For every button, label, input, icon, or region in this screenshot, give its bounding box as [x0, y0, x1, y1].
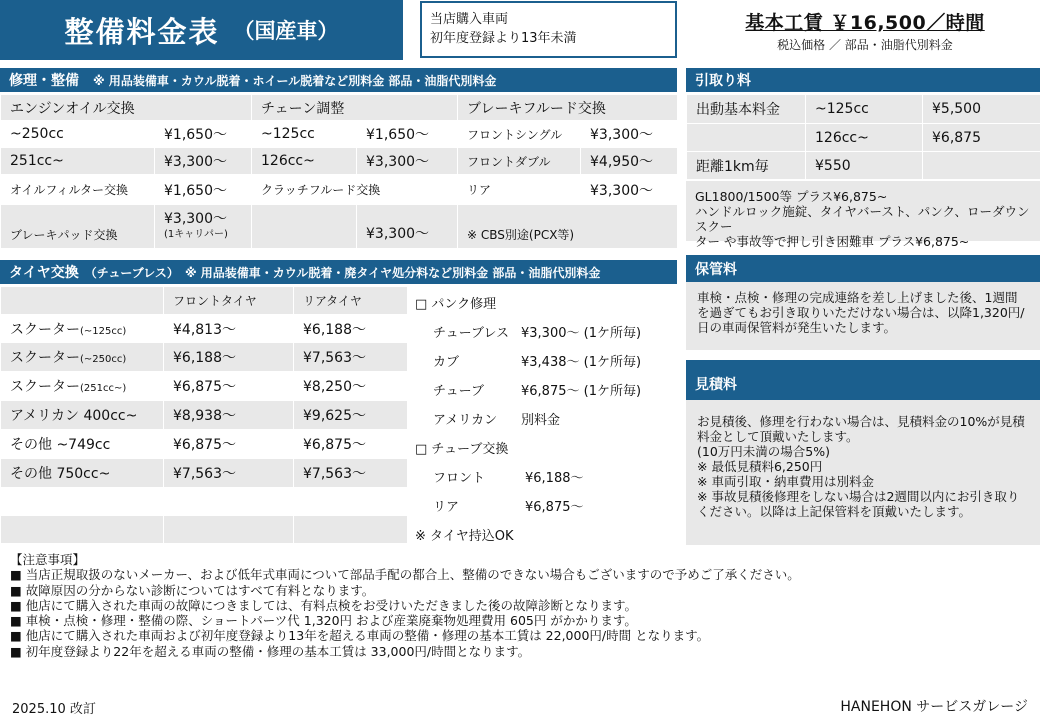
tire-row	[1, 459, 408, 488]
tire-row	[1, 315, 408, 343]
title-banner	[0, 0, 403, 60]
table-cell	[164, 516, 294, 544]
estimate-line-5: ※ 事故見積後修理をしない場合は2週間以内にお引き取りください。以降は上記保管料を頂戴いたします。	[697, 489, 1020, 519]
note-item	[10, 567, 1035, 582]
table-cell: ¥3,300～	[581, 175, 678, 205]
tire-bring-in-note: ※ タイヤ持込OK	[415, 529, 514, 544]
puncture-label: カブ	[433, 355, 460, 370]
repair-table	[0, 94, 678, 249]
bullet-icon: ■	[10, 567, 22, 583]
note-item	[10, 628, 1035, 643]
note-text: 他店にて購入された車両の故障につきましては、有料点検をお受けいただきました後の故障診断となります。	[25, 597, 638, 613]
pickup-row	[687, 152, 1040, 180]
table-cell: ¥1,650～	[357, 121, 458, 148]
note-text: 当店正規取扱のないメーカー、および低年式車両について部品手配の都合上、整備のできない場合もございますので予めご了承ください。	[25, 567, 800, 583]
bullet-icon: ■	[10, 582, 22, 598]
tire-front-price: ¥7,563～	[164, 459, 294, 488]
pickup-base-label: 出動基本料金	[687, 95, 806, 124]
tire-name-cell	[1, 315, 164, 343]
tire-row	[1, 516, 408, 544]
page-subtitle: （国産車）	[233, 19, 339, 43]
repair-section-header	[0, 68, 677, 92]
bullet-icon: ■	[10, 613, 22, 629]
notes-section	[10, 552, 1035, 659]
tube-label: フロント	[433, 471, 486, 486]
tire-section-header	[0, 260, 677, 284]
puncture-title: □ パンク修理	[415, 297, 497, 312]
estimate-section-header	[686, 360, 1040, 400]
pickup-note	[686, 181, 1040, 249]
tire-row	[1, 430, 408, 459]
tire-rear-price: ¥8,250～	[294, 372, 408, 401]
tire-front-price: ¥8,938～	[164, 401, 294, 430]
tire-rear-price: ¥6,875～	[294, 430, 408, 459]
tire-extras	[411, 288, 681, 549]
puncture-price: ¥6,875～ (1ケ所毎)	[521, 384, 642, 399]
puncture-label: チューブ	[433, 384, 484, 399]
pickup-table	[686, 94, 1040, 180]
estimate-line-2: (10万円未満の場合5%)	[697, 444, 830, 459]
table-cell: ¥3,300～	[155, 148, 252, 175]
col-header-front-tire: フロントタイヤ	[164, 287, 294, 315]
table-cell	[294, 516, 408, 544]
col-header-oil: エンジンオイル交換	[1, 95, 252, 121]
tire-row	[1, 488, 408, 516]
pickup-distance-price: ¥550	[806, 152, 923, 180]
puncture-label: チューブレス	[433, 326, 510, 341]
tire-front-price: ¥4,813～	[164, 315, 294, 343]
tube-price: ¥6,875～	[525, 500, 584, 515]
tire-front-price: ¥6,188～	[164, 343, 294, 372]
bullet-icon: ■	[10, 628, 22, 644]
note-item	[10, 644, 1035, 659]
condition-line-2: 初年度登録より13年未満	[430, 31, 577, 46]
condition-line-1: 当店購入車両	[430, 12, 509, 27]
pickup-distance-label: 距離1km毎	[687, 152, 806, 180]
tire-name: スクーター	[10, 350, 80, 366]
page-title: 整備料金表	[64, 14, 220, 49]
col-header-chain: チェーン調整	[252, 95, 458, 121]
tire-name-cell	[1, 343, 164, 372]
tire-name: アメリカン 400cc~	[1, 401, 164, 430]
repair-row	[1, 148, 678, 175]
tire-rear-price: ¥9,625～	[294, 401, 408, 430]
tire-row	[1, 372, 408, 401]
tire-front-price: ¥6,875～	[164, 430, 294, 459]
tire-name: その他 ~749cc	[1, 430, 164, 459]
tire-section-note: ※ 用品装備車・カウル脱着・廃タイヤ処分料など別料金 部品・油脂代別料金	[184, 265, 601, 280]
puncture-row	[411, 375, 681, 404]
table-cell	[923, 152, 1040, 180]
tube-row	[411, 491, 681, 520]
tire-name-sub: (~125cc)	[80, 325, 127, 337]
pickup-note-line-2: ハンドルロック施錠、タイヤバースト、パンク、ローダウンスクー	[695, 204, 1030, 234]
brake-pad-price: ¥3,300～	[164, 210, 227, 227]
revision-date: 2025.10 改訂	[12, 702, 96, 717]
bullet-icon: ■	[10, 643, 22, 659]
estimate-line-4: ※ 車両引取・納車費用は別料金	[697, 474, 874, 489]
storage-section-header	[686, 255, 1040, 282]
note-item	[10, 583, 1035, 598]
tire-rear-price: ¥7,563～	[294, 343, 408, 372]
puncture-row	[411, 404, 681, 433]
repair-section-title: 修理・整備	[9, 73, 79, 89]
note-text: 初年度登録より22年を超える車両の整備・修理の基本工賃は 33,000円/時間となります。	[25, 643, 531, 659]
tire-name: スクーター	[10, 379, 80, 395]
tire-row	[1, 343, 408, 372]
tire-front-price: ¥6,875～	[164, 372, 294, 401]
tire-table	[0, 286, 408, 544]
bullet-icon: ■	[10, 597, 22, 613]
col-header-rear-tire: リアタイヤ	[294, 287, 408, 315]
tire-name-sub: (251cc~)	[80, 383, 127, 394]
estimate-line-1: お見積後、修理を行わない場合は、見積料金の10%が見積料金として頂戴いたします。	[697, 414, 1025, 444]
brake-pad-label: ブレーキパッド交換	[1, 205, 155, 249]
table-cell: 126cc~	[252, 148, 357, 175]
table-cell	[687, 124, 806, 152]
storage-text: 車検・点検・修理の完成連絡を差し上げました後、1週間を過ぎてもお引き取りいただけない場合は、以降1,320円/日の車両保管料が発生いたします。	[686, 282, 1040, 350]
table-cell: フロントシングル	[458, 121, 581, 148]
pickup-range: ~125cc	[806, 95, 923, 124]
brake-pad-note: (1キャリパー)	[164, 228, 228, 240]
table-cell: ~125cc	[252, 121, 357, 148]
notes-heading: 【注意事項】	[10, 552, 86, 567]
puncture-label: アメリカン	[433, 413, 498, 428]
note-item	[10, 613, 1035, 628]
tube-row	[411, 462, 681, 491]
tire-name-cell	[1, 372, 164, 401]
tire-section-title: タイヤ交換	[9, 265, 79, 281]
tire-rear-price: ¥7,563～	[294, 459, 408, 488]
puncture-price: ¥3,300～ (1ケ所毎)	[521, 326, 642, 341]
table-cell: オイルフィルター交換	[1, 175, 155, 205]
condition-box	[420, 1, 677, 58]
tire-name: その他 750cc~	[1, 459, 164, 488]
col-header-brake-fluid: ブレーキフルード交換	[458, 95, 678, 121]
pickup-row	[687, 124, 1040, 152]
pickup-range: 126cc~	[806, 124, 923, 152]
tube-title: □ チューブ交換	[415, 442, 509, 457]
table-cell: ~250cc	[1, 121, 155, 148]
estimate-section-title: 見積料	[695, 377, 737, 393]
estimate-text	[686, 400, 1040, 545]
puncture-price: ¥3,438～ (1ケ所毎)	[521, 355, 642, 370]
table-cell	[1, 516, 164, 544]
tire-name: スクーター	[10, 321, 80, 338]
table-cell: クラッチフルード交換	[252, 175, 458, 205]
puncture-row	[411, 346, 681, 375]
tube-price: ¥6,188～	[525, 471, 584, 486]
tire-name-sub: (~250cc)	[80, 354, 127, 365]
repair-section-note: ※ 用品装備車・カウル脱着・ホイール脱着など別料金 部品・油脂代別料金	[93, 73, 497, 88]
storage-section-title: 保管料	[695, 261, 737, 278]
shop-name: HANEHON サービスガレージ	[840, 699, 1028, 715]
table-cell: ¥1,650～	[155, 121, 252, 148]
table-cell	[294, 488, 408, 516]
base-rate-main: 基本工賃 ￥16,500／時間	[745, 12, 985, 34]
note-item	[10, 598, 1035, 613]
pickup-note-line-1: GL1800/1500等 プラス¥6,875~	[695, 189, 888, 204]
tire-section-subtitle: （チューブレス）	[84, 265, 179, 280]
brake-pad-cbs-note: ※ CBS別途(PCX等)	[458, 205, 678, 249]
base-rate	[690, 8, 1040, 53]
puncture-price: 別料金	[521, 413, 561, 428]
note-text: 他店にて購入された車両および初年度登録より13年を超える車両の整備・修理の基本工賃は 22,000円/時間 となります。	[25, 628, 710, 644]
pickup-section-header	[686, 68, 1040, 92]
table-cell	[252, 205, 357, 249]
note-text: 車検・点検・修理・整備の際、ショートパーツ代 1,320円 および産業廃棄物処理費用 605円 がかかります。	[25, 613, 637, 629]
puncture-row	[411, 317, 681, 346]
table-cell: 251cc~	[1, 148, 155, 175]
repair-row	[1, 121, 678, 148]
pickup-note-line-3: ター や事故等で押し引き困難車 プラス¥6,875~	[695, 234, 970, 249]
table-cell	[164, 488, 294, 516]
tire-row	[1, 401, 408, 430]
tube-label: リア	[433, 500, 460, 515]
estimate-line-3: ※ 最低見積料6,250円	[697, 459, 823, 474]
table-cell	[1, 488, 164, 516]
table-cell: ¥3,300～	[357, 148, 458, 175]
table-cell: ¥4,950～	[581, 148, 678, 175]
base-rate-sub: 税込価格 ／ 部品・油脂代別料金	[777, 38, 953, 52]
brake-pad-price-cell	[155, 205, 252, 249]
table-cell: ¥1,650～	[155, 175, 252, 205]
brake-pad-price-2: ¥3,300～	[357, 205, 458, 249]
repair-row	[1, 175, 678, 205]
table-cell: リア	[458, 175, 581, 205]
note-text: 故障原因の分からない診断についてはすべて有料となります。	[25, 582, 375, 598]
tire-header-row	[1, 287, 408, 315]
pickup-price: ¥6,875	[923, 124, 1040, 152]
table-cell: ¥3,300～	[581, 121, 678, 148]
pickup-row	[687, 95, 1040, 124]
repair-row	[1, 205, 678, 249]
table-cell	[1, 287, 164, 315]
pickup-price: ¥5,500	[923, 95, 1040, 124]
table-cell: フロントダブル	[458, 148, 581, 175]
repair-header-row	[1, 95, 678, 121]
tire-rear-price: ¥6,188～	[294, 315, 408, 343]
pickup-section-title: 引取り料	[695, 73, 751, 89]
